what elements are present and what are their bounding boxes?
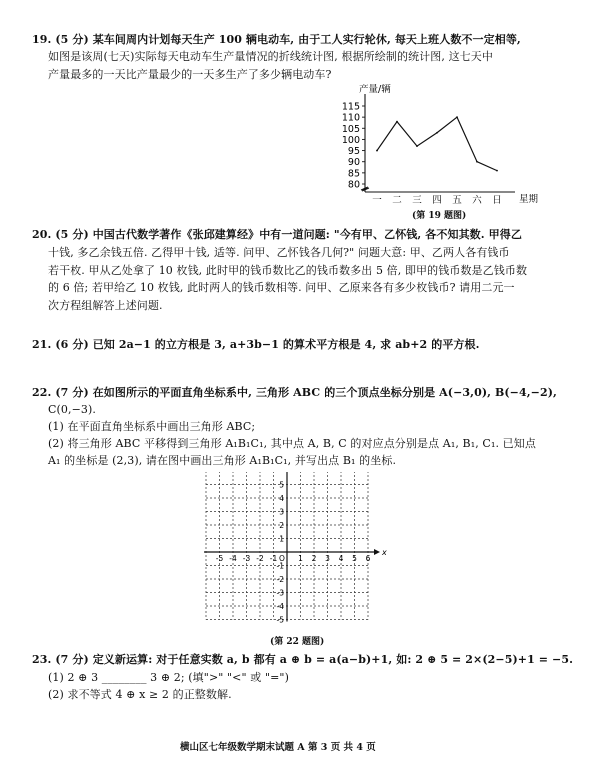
x-axis-label: x: [382, 548, 387, 557]
y-tick-label: 105: [341, 123, 360, 135]
x-tick-label: 4: [338, 554, 344, 563]
x-tick-label: -3: [242, 554, 251, 563]
x-tick-label: 六: [472, 195, 482, 206]
x-tick-label: 三: [412, 195, 422, 206]
data-point: [436, 132, 438, 134]
x-tick-label: 6: [365, 554, 371, 563]
q22-line-2: C(0,−3).: [48, 403, 97, 416]
q22-line-1: 22. (7 分) 在如图所示的平面直角坐标系中, 三角形 ABC 的三个顶点坐标分别是 A(−3,0), B(−4,−2),: [32, 386, 557, 399]
data-point: [456, 116, 458, 118]
q20-line-2: 十钱, 多乙余钱五倍. 乙得甲十钱, 适等. 问甲、乙怀钱各几何?" 问题大意: 甲、乙两人各有钱币: [48, 246, 510, 259]
y-tick-label: 80: [347, 179, 360, 191]
q22-line-5: A₁ 的坐标是 (2,3), 请在图中画出三角形 A₁B₁C₁, 并写出点 B₁ 的坐标.: [48, 454, 397, 467]
x-axis-arrow: [374, 549, 380, 555]
x-tick-label: -1: [269, 554, 278, 563]
data-point: [476, 161, 478, 163]
q20-line-1: 20. (5 分) 中国古代数学著作《张邱建算经》中有一道问题: "今有甲、乙怀钱, 各不知其数. 甲得乙: [32, 228, 522, 241]
q23-line-1: 23. (7 分) 定义新运算: 对于任意实数 a, b 都有 a ⊕ b = a(a−b)+1, 如: 2 ⊕ 5 = 2×(2−5)+1 = −5.: [32, 653, 574, 666]
q22-figure-caption: (第 22 题图): [270, 637, 325, 647]
y-tick-label: 90: [347, 157, 360, 169]
x-tick-label: 3: [325, 554, 330, 563]
x-tick-label: -4: [229, 554, 237, 563]
q22-coordinate-grid: [200, 472, 400, 634]
x-tick-label: 5: [352, 554, 357, 563]
y-tick-label: 115: [341, 101, 360, 113]
q23-line-3: (2) 求不等式 4 ⊕ x ≥ 2 的正整数解.: [48, 688, 232, 701]
y-tick-label: -5: [276, 615, 284, 625]
y-tick-label: 1: [279, 534, 284, 544]
data-point: [496, 170, 498, 172]
q19-line-1: 19. (5 分) 某车间周内计划每天生产 100 辆电动车, 由于工人实行轮休, 每天上班人数不一定相等,: [32, 33, 521, 46]
y-axis-label: 产量/辆: [359, 84, 391, 95]
x-tick-label: -5: [215, 554, 224, 563]
x-tick-label: -2: [256, 554, 264, 563]
y-tick-label: 5: [279, 480, 284, 490]
series-line: [377, 117, 497, 170]
page-footer: 横山区七年级数学期末试题 A 第 3 页 共 4 页: [180, 742, 376, 753]
x-tick-label: 二: [392, 195, 402, 206]
y-tick-label: -2: [276, 575, 284, 584]
q20-line-4: 的 6 倍; 若甲给乙 10 枚钱, 此时两人的钱币数相等. 问甲、乙原来各有多少枚钱币? 请用二元一: [48, 281, 515, 294]
x-tick-label: 日: [492, 195, 502, 206]
q23-line-2: (1) 2 ⊕ 3 ________ 3 ⊕ 2; (填">" "<" 或 "="): [48, 671, 289, 684]
q20-line-5: 次方程组解答上述问题.: [48, 299, 163, 312]
x-tick-label: 2: [311, 554, 317, 563]
q19-line-2: 如图是该周(七天)实际每天电动车生产量情况的折线统计图, 根据所绘制的统计图, 这七天中: [48, 50, 493, 63]
y-tick-label: 3: [279, 507, 284, 517]
q20-line-3: 若干枚. 甲从乙处拿了 10 枚钱, 此时甲的钱币数比乙的钱币数多出 5 倍, 即甲的钱币数是乙钱币数: [48, 264, 528, 277]
y-tick-label: 85: [347, 168, 360, 180]
y-tick-label: -1: [276, 561, 284, 571]
y-tick-label: 100: [341, 134, 360, 146]
y-tick-label: -3: [276, 588, 284, 598]
q19-figure-caption: (第 19 题图): [412, 211, 467, 221]
data-point: [416, 145, 418, 147]
y-tick-label: 110: [341, 112, 360, 124]
x-tick-label: 五: [452, 195, 462, 206]
y-tick-label: 4: [279, 494, 284, 503]
x-tick-label: 一: [372, 195, 382, 206]
x-tick-label: 1: [298, 554, 303, 563]
x-tick-label: O: [279, 554, 285, 563]
y-tick-label: 95: [347, 146, 360, 158]
y-tick-label: -4: [276, 602, 284, 611]
data-point: [376, 150, 378, 152]
y-tick-label: 2: [279, 521, 284, 530]
x-tick-label: 四: [432, 195, 442, 206]
q19-line-chart: [325, 84, 555, 214]
x-axis-label: 星期: [519, 194, 539, 205]
data-point: [396, 121, 398, 123]
q22-line-4: (2) 将三角形 ABC 平移得到三角形 A₁B₁C₁, 其中点 A, B, C 的对应点分别是点 A₁, B₁, C₁. 已知点: [48, 437, 536, 450]
q19-line-3: 产量最多的一天比产量最少的一天多生产了多少辆电动车?: [48, 68, 332, 81]
q22-line-3: (1) 在平面直角坐标系中画出三角形 ABC;: [48, 420, 256, 433]
q21-line-1: 21. (6 分) 已知 2a−1 的立方根是 3, a+3b−1 的算术平方根是 4, 求 ab+2 的平方根.: [32, 338, 480, 351]
